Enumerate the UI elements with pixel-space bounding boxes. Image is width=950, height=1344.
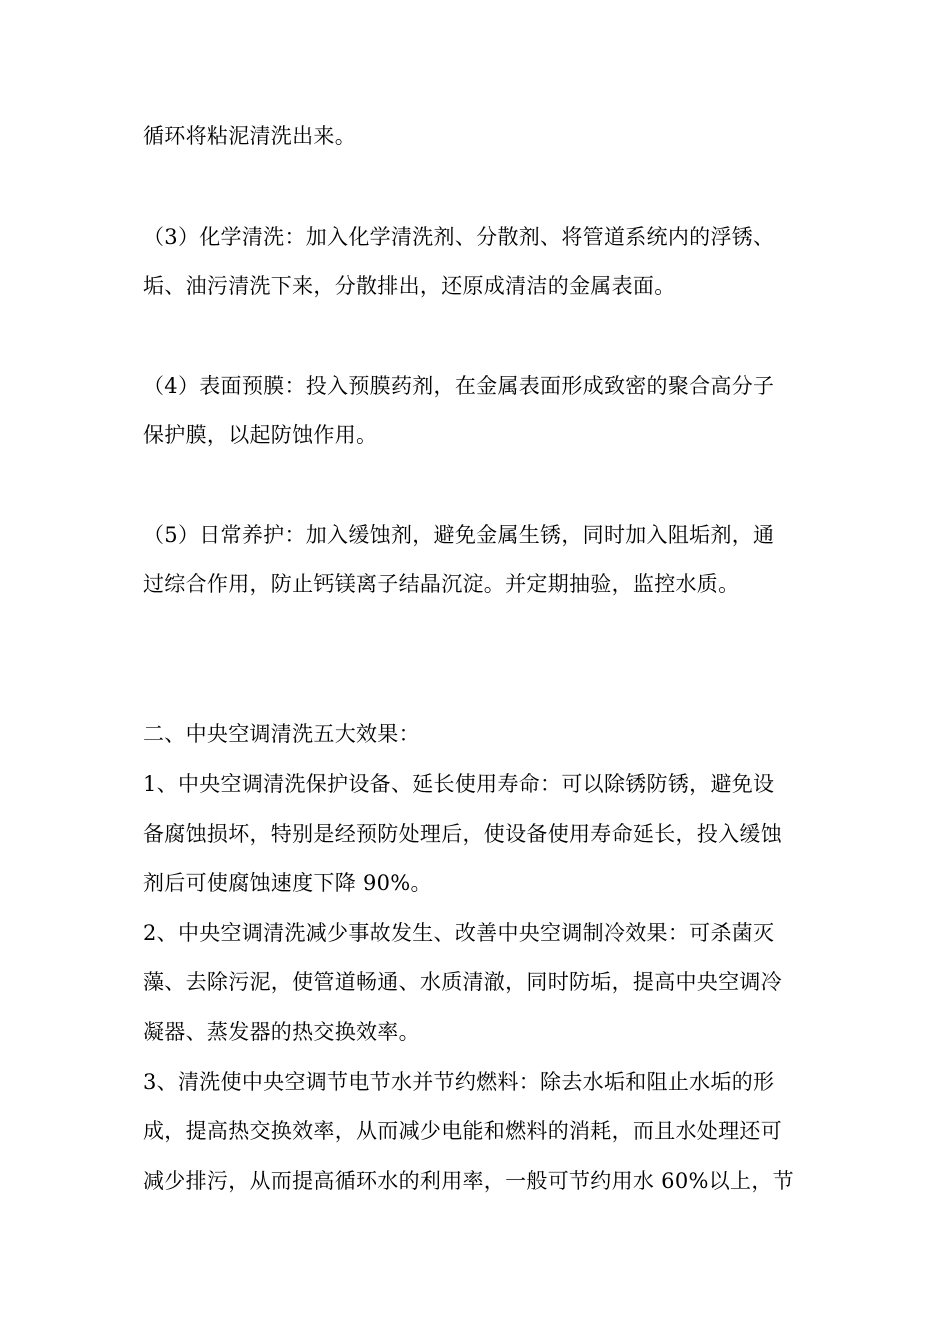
- text-line: 2、中央空调清洗减少事故发生、改善中央空调制冷效果：可杀菌灭: [143, 921, 775, 945]
- text-line: 垢、油污清洗下来，分散排出，还原成清洁的金属表面。: [143, 274, 676, 298]
- text-line: 藻、去除污泥，使管道畅通、水质清澈，同时防垢，提高中央空调冷: [143, 970, 782, 994]
- text-line: （3）化学清洗：加入化学清洗剂、分散剂、将管道系统内的浮锈、: [143, 225, 775, 249]
- text-line: 保护膜，以起防蚀作用。: [143, 423, 378, 447]
- text-line: 循环将粘泥清洗出来。: [143, 124, 356, 148]
- text-line: 成，提高热交换效率，从而减少电能和燃料的消耗，而且水处理还可: [143, 1119, 782, 1143]
- text-line: 备腐蚀损坏，特别是经预防处理后，使设备使用寿命延长，投入缓蚀: [143, 822, 782, 846]
- text-line: 剂后可使腐蚀速度下降 90%。: [143, 871, 432, 895]
- text-line: 减少排污，从而提高循环水的利用率，一般可节约用水 60%以上，节: [143, 1169, 794, 1193]
- text-line: 凝器、蒸发器的热交换效率。: [143, 1020, 420, 1044]
- text-line: 过综合作用，防止钙镁离子结晶沉淀。并定期抽验，监控水质。: [143, 572, 740, 596]
- text-line: （5）日常养护：加入缓蚀剂，避免金属生锈，同时加入阻垢剂，通: [143, 523, 775, 547]
- text-line: （4）表面预膜：投入预膜药剂，在金属表面形成致密的聚合高分子: [143, 374, 775, 398]
- section-heading: 二、中央空调清洗五大效果：: [143, 722, 420, 746]
- text-line: 1、中央空调清洗保护设备、延长使用寿命：可以除锈防锈，避免设: [143, 772, 775, 796]
- text-line: 3、清洗使中央空调节电节水并节约燃料：除去水垢和阻止水垢的形: [143, 1070, 775, 1094]
